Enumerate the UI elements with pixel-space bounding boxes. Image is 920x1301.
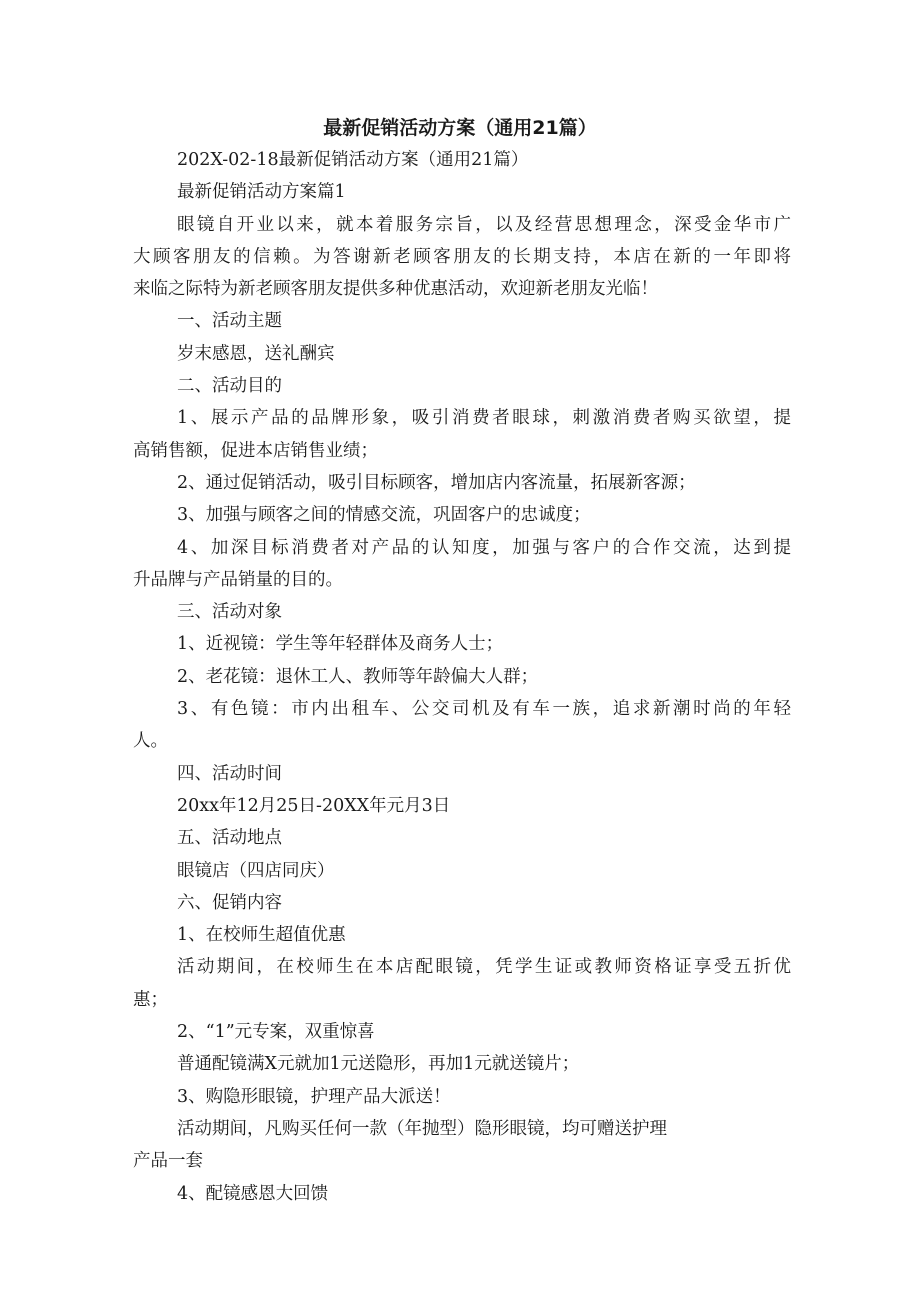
paragraph-line: 2、通过促销活动，吸引目标顾客，增加店内客流量，拓展新客源； [177,472,696,493]
section-heading: 最新促销活动方案篇1 [177,182,346,203]
paragraph-line: 来临之际特为新老顾客朋友提供多种优惠活动，欢迎新老朋友光临！ [133,279,658,300]
paragraph-line: 惠； [133,989,168,1010]
date-line: 202X-02-18最新促销活动方案（通用21篇） [177,150,529,170]
section-heading: 三、活动对象 [177,602,282,623]
paragraph-line: 活动期间，凡购买任何一款（年抛型）隐形眼镜，均可赠送护理 [177,1118,667,1139]
section-heading: 四、活动时间 [177,763,282,784]
paragraph-line: 人。 [133,731,168,752]
paragraph-line: 2、老花镜：退休工人、教师等年龄偏大人群； [177,666,539,687]
section-heading: 一、活动主题 [177,311,282,332]
paragraph-line: 眼镜店（四店同庆） [177,860,335,881]
paragraph-line: 4、配镜感恩大回馈 [177,1183,329,1204]
paragraph-line: 20xx年12月25日-20XX年元月3日 [177,795,451,816]
paragraph-line: 3、有色镜：市内出租车、公交司机及有车一族，追求新潮时尚的年轻 [177,699,791,720]
paragraph-line: 3、购隐形眼镜，护理产品大派送！ [177,1086,451,1107]
paragraph-line: 普通配镜满X元就加1元送隐形，再加1元就送镜片； [177,1054,580,1075]
paragraph-line: 1、近视镜：学生等年轻群体及商务人士； [177,634,504,655]
paragraph-line: 眼镜自开业以来，就本着服务宗旨，以及经营思想理念，深受金华市广 [177,214,791,235]
section-heading: 五、活动地点 [177,828,282,849]
paragraph-line: 1、展示产品的品牌形象，吸引消费者眼球，刺激消费者购买欲望，提 [177,408,791,429]
section-heading: 六、促销内容 [177,892,282,913]
paragraph-line: 1、在校师生超值优惠 [177,925,346,946]
paragraph-line: 产品一套 [133,1151,203,1172]
document-body [133,144,791,1210]
section-heading: 二、活动目的 [177,376,282,397]
document-title: 最新促销活动方案（通用21篇） [323,117,597,139]
paragraph-line: 升品牌与产品销量的目的。 [133,569,343,590]
paragraph-line: 活动期间，在校师生在本店配眼镜，凭学生证或教师资格证享受五折优 [177,957,791,978]
paragraph-line: 4、加深目标消费者对产品的认知度，加强与客户的合作交流，达到提 [177,537,791,558]
paragraph-line: 高销售额，促进本店销售业绩； [133,440,378,461]
paragraph-line: 大顾客朋友的信赖。为答谢新老顾客朋友的长期支持，本店在新的一年即将 [133,246,791,267]
paragraph-line: 3、加强与顾客之间的情感交流，巩固客户的忠诚度； [177,505,591,526]
paragraph-line: 2、“1”元专案，双重惊喜 [177,1022,375,1043]
paragraph-line: 岁末感恩，送礼酬宾 [177,343,335,364]
